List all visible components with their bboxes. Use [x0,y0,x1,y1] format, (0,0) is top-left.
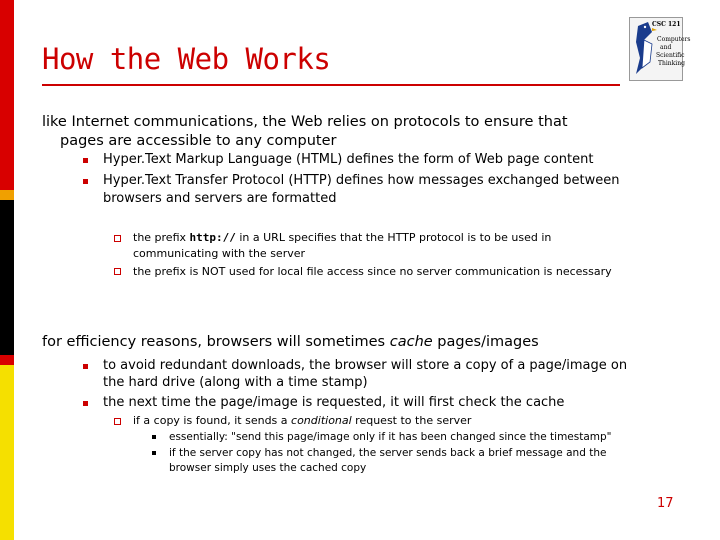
ring-bullet-icon [114,418,121,425]
bar-orange [0,190,14,200]
p1-bullet1: Hyper.Text Markup Language (HTML) defines the form of Web page content [103,152,594,167]
bar-black [0,200,14,355]
page-title: How the Web Works [42,42,331,76]
p2-bullet1-line2: the hard drive (along with a time stamp) [103,375,368,390]
p1-bullet2-line2: browsers and servers are formatted [103,191,337,206]
ring-bullet-icon [114,235,121,242]
logo-line2: Computers [657,36,691,43]
page-number: 17 [657,496,674,511]
bar-red [0,0,14,190]
p2-sub1: if a copy is found, it sends a conditional request to the server [133,414,472,427]
bar-yellow [0,365,14,540]
logo-line3: and [660,44,672,51]
bar-red-2 [0,355,14,365]
square-bullet-icon [83,158,88,163]
p1-sub1-line1: the prefix http:// in a URL specifies that the HTTP protocol is to be used in [133,231,552,244]
square-bullet-icon [83,179,88,184]
logo-line5: Thinking [658,60,685,67]
p1-bullet2-line1: Hyper.Text Transfer Protocol (HTTP) defines how messages exchanged between [103,173,620,188]
p2-line1: for efficiency reasons, browsers will sometimes cache pages/images [42,334,539,350]
p2-subsub2-line2: browser simply uses the cached copy [169,462,367,474]
square-bullet-icon [83,401,88,406]
p2-bullet2: the next time the page/image is requested, it will first check the cache [103,395,565,410]
p1-sub1-line2: communicating with the server [133,247,306,260]
p2-subsub1: essentially: "send this page/image only if it has been changed since the timestamp" [169,431,612,443]
logo-line4: Scientific [656,52,685,59]
title-rule [42,84,620,86]
color-bars [0,0,14,540]
p1-sub2: the prefix is NOT used for local file access since no server communication is necessary [133,265,612,278]
small-square-bullet-icon [152,451,156,455]
p1-line2: pages are accessible to any computer [60,133,337,149]
course-logo [629,17,691,81]
p1-line1: like Internet communications, the Web relies on protocols to ensure that [42,114,568,130]
small-square-bullet-icon [152,435,156,439]
square-bullet-icon [83,364,88,369]
p2-bullet1-line1: to avoid redundant downloads, the browser will store a copy of a page/image on [103,358,628,373]
ring-bullet-icon [114,268,121,275]
p2-subsub2-line1: if the server copy has not changed, the server sends back a brief message and the [169,447,607,459]
logo-line1: CSC 121 [652,21,681,28]
